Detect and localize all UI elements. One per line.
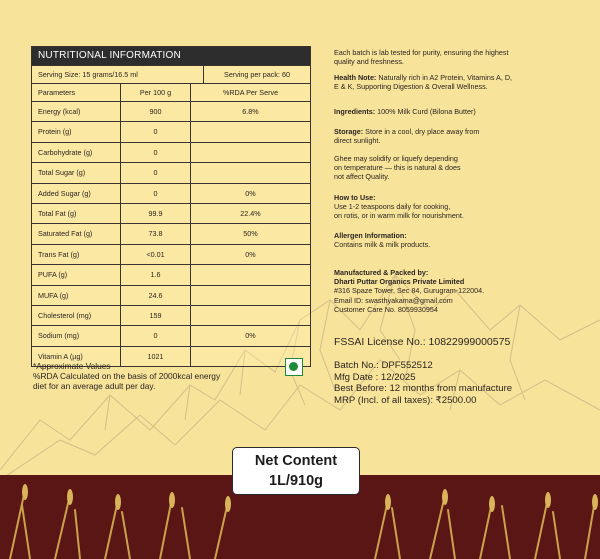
veg-mark-icon — [285, 358, 303, 376]
row-param: Energy (kcal) — [32, 102, 121, 121]
row-rda — [191, 286, 310, 305]
table-row — [32, 121, 310, 141]
row-param: Sodium (mg) — [32, 326, 121, 345]
row-param: Saturated Fat (g) — [32, 224, 121, 243]
net-content-label: Net Content — [254, 453, 338, 469]
row-per100: 0 — [121, 122, 191, 141]
row-per100: 1021 — [121, 347, 191, 366]
footnote-line: diet for an average adult per day. — [33, 381, 156, 392]
how-to-use: How to Use: Use 1-2 teaspoons daily for cooking, on rotis, or in warm milk for nourishment. — [334, 193, 464, 221]
row-rda — [191, 143, 310, 162]
row-rda: 0% — [245, 188, 256, 198]
row-rda: 50% — [243, 229, 258, 239]
table-row — [32, 142, 310, 162]
row-rda — [191, 306, 310, 325]
lab-test-note: Each batch is lab tested for purity, ensuring the highest quality and freshness. — [334, 48, 509, 67]
row-per100: 0 — [121, 184, 191, 203]
serving-info-row — [32, 65, 310, 83]
net-content-box — [232, 447, 360, 495]
row-per100: 159 — [121, 306, 191, 325]
row-rda — [191, 265, 310, 284]
table-row — [32, 264, 310, 284]
row-rda: 0% — [245, 331, 256, 341]
table-row — [32, 305, 310, 325]
row-param: Total Fat (g) — [32, 204, 121, 223]
row-param: Total Sugar (g) — [32, 163, 121, 182]
column-header: Parameters — [32, 84, 121, 101]
mfg-date: Mfg Date : 12/2025 — [334, 371, 416, 383]
fssai-license: FSSAI License No.: 10822999000575 — [334, 336, 511, 348]
batch-details — [334, 360, 512, 406]
row-per100: 1.6 — [121, 265, 191, 284]
health-note: Health Note: Naturally rich in A2 Protein, Vitamins A, D, E & K, Supporting Digestion & Overall Wellness. — [334, 73, 513, 92]
ingredients: Ingredients: 100% Milk Curd (Bilona Butter) — [334, 107, 476, 116]
table-header-row — [32, 83, 310, 101]
table-row — [32, 183, 310, 203]
row-param: Protein (g) — [32, 122, 121, 141]
footnote-line: %RDA Calculated on the basis of 2000kcal energy — [33, 371, 221, 382]
row-rda — [191, 122, 310, 141]
row-param: Trans Fat (g) — [32, 245, 121, 264]
table-row — [32, 244, 310, 264]
row-per100: 24.6 — [121, 286, 191, 305]
table-row — [32, 223, 310, 243]
servings-per-pack: Serving per pack: 60 — [224, 70, 290, 79]
table-row — [32, 162, 310, 182]
row-per100: 900 — [121, 102, 191, 121]
row-per100: 99.9 — [121, 204, 191, 223]
net-content-value: 1L/910g — [269, 473, 323, 489]
row-param: MUFA (g) — [32, 286, 121, 305]
table-row — [32, 325, 310, 345]
row-param: Cholesterol (mg) — [32, 306, 121, 325]
batch-number: Batch No.: DPF552512 — [334, 360, 433, 371]
row-per100: 0 — [121, 326, 191, 345]
table-row — [32, 285, 310, 305]
row-rda — [191, 163, 310, 182]
storage: Storage: Store in a cool, dry place away from direct sunlight. — [334, 127, 480, 146]
column-header: %RDA Per Serve — [222, 88, 279, 97]
row-per100: 0 — [121, 143, 191, 162]
row-rda: 22.4% — [240, 208, 261, 218]
nutrition-table-title: NUTRITIONAL INFORMATION — [32, 47, 310, 65]
nutrition-table — [31, 46, 311, 367]
row-rda: 6.8% — [242, 107, 259, 116]
row-param: Vitamin A (µg) — [32, 347, 121, 366]
row-per100: <0.01 — [121, 245, 191, 264]
allergen-info: Allergen Information: Contains milk & milk products. — [334, 231, 431, 250]
mrp: MRP (Incl. of all taxes): ₹2500.00 — [334, 394, 477, 406]
table-row — [32, 101, 310, 121]
serving-size: Serving Size: 15 grams/16.5 ml — [32, 66, 204, 83]
manufacturer: Manufactured & Packed by: Dharti Puttar Organics Private Limited #316 Spaze Tower, Sec 84, Gurugram-122004. Email ID: swasthyakama@gmail.com Customer Care No. 8059930954 — [334, 268, 485, 314]
rda-footnote — [33, 361, 273, 392]
ghee-note: Ghee may solidify or liquefy depending on temperature — this is natural & does not affect Quality. — [334, 154, 461, 182]
row-param: Carbohydrate (g) — [32, 143, 121, 162]
column-header: Per 100 g — [121, 84, 191, 101]
row-per100: 73.8 — [121, 224, 191, 243]
footnote-line: *Approximate Values — [33, 361, 111, 371]
row-param: Added Sugar (g) — [32, 184, 121, 203]
row-per100: 0 — [121, 163, 191, 182]
row-param: PUFA (g) — [32, 265, 121, 284]
best-before: Best Before: 12 months from manufacture — [334, 383, 513, 394]
table-row — [32, 203, 310, 223]
row-rda: 0% — [245, 249, 256, 259]
